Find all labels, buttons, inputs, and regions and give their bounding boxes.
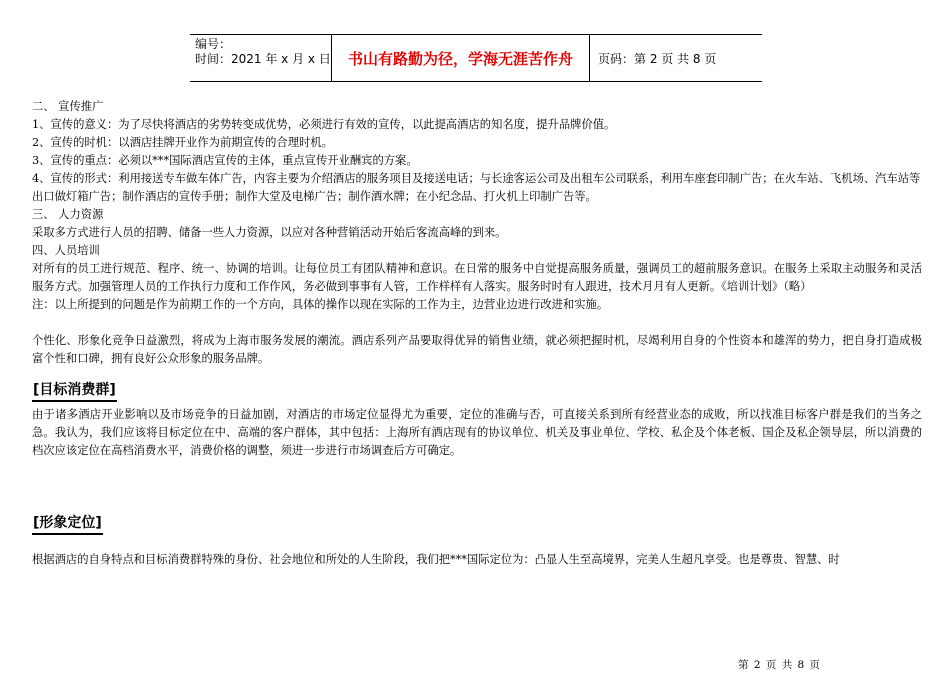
training-text: 对所有的员工进行规范、程序、统一、协调的培训。让每位员工有团队精神和意识。在日常的服务中自觉提高服务质量，强调员工的超前服务意识。在服务上采取主动服务和灵活服务方式。加强管理人员的工作执行力度和工作作风，务必做到事事有人管，工作样样有人落实。服务时时有人跟进，技术月月有人更新。《培训计划》（略） — [32, 262, 922, 293]
header-motto: 书山有路勤为径，学海无涯苦作舟 — [332, 35, 590, 81]
target-paragraph: 由于诸多酒店开业影响以及市场竞争的日益加剧，对酒店的市场定位显得尤为重要，定位的准确与否，可直接关系到所有经营业态的成败，所以找准目标客户群是我们的当务之急。我认为，我们应该将目标定位在中、高端的客户群体，其中包括：上海所有酒店现有的协议单位、机关及事业单位、学校、私企及个体老板、国企及私企领导层，所以消费的档次应该定位在高档消费水平，消费价格的调整，须进一步进行市场调查后方可确定。 — [32, 408, 922, 457]
spacer — [32, 539, 922, 551]
header-page-label: 页码：第 2 页 共 8 页 — [598, 51, 717, 66]
training-note: 注：以上所提到的问题是作为前期工作的一个方向，具体的操作以现在实际的工作为主，边营业边进行改进和实施。 — [32, 298, 609, 311]
hr-text: 采取多方式进行人员的招聘、储备一些人力资源，以应对各种营销活动开始后客流高峰的到来。 — [32, 226, 507, 239]
code-label: 编号： — [195, 37, 232, 51]
trend-paragraph: 个性化、形象化竞争日益激烈，将成为上海市服务发展的潮流。酒店系列产品要取得优异的销售业绩，就必须把握时机，尽竭利用自身的个性资本和雄浑的势力，把自身打造成极富个性和口碑，拥有良好公众形象的服务品牌。 — [32, 334, 922, 365]
page-header — [190, 34, 762, 82]
hr-title: 三、 人力资源 — [32, 208, 104, 221]
training-title: 四、人员培训 — [32, 244, 100, 257]
promotion-line-1: 1、宣传的意义：为了尽快将酒店的劣势转变成优势，必须进行有效的宣传，以此提高酒店的知名度，提升品牌价值。 — [32, 118, 616, 131]
page-footer: 第 2 页 共 8 页 — [738, 659, 821, 671]
promotion-line-4: 4、宣传的形式：利用接送专车做车体广告，内容主要为介绍酒店的服务项目及接送电话；与长途客运公司及出租车公司联系，利用车座套印制广告；在火车站、飞机场、汽车站等出口做灯箱广告；制作酒店的宣传手册；制作大堂及电梯广告；制作酒水牌；在小纪念品、打火机上印制广告等。 — [32, 172, 921, 203]
image-heading: [形象定位] — [32, 514, 103, 535]
promotion-line-3: 3、宣传的重点：必须以***国际酒店宣传的主体，重点宣传开业酬宾的方案。 — [32, 154, 418, 167]
promotion-line-2: 2、宣传的时机：以酒店挂牌开业作为前期宣传的合理时机。 — [32, 136, 333, 149]
spacer — [32, 460, 922, 514]
promotion-title: 二、 宣传推广 — [32, 100, 104, 113]
time-label: 时间：2021 年 x 月 x 日 — [195, 52, 331, 66]
image-paragraph: 根据酒店的自身特点和目标消费群特殊的身份、社会地位和所处的人生阶段，我们把***国际定位为：凸显人生至高境界，完美人生超凡享受。也是尊贵、智慧、时 — [32, 553, 840, 566]
spacer — [32, 314, 922, 332]
target-heading: [目标消费群] — [32, 381, 117, 402]
spacer — [32, 368, 922, 381]
header-info — [190, 35, 332, 81]
document-body — [32, 98, 922, 569]
